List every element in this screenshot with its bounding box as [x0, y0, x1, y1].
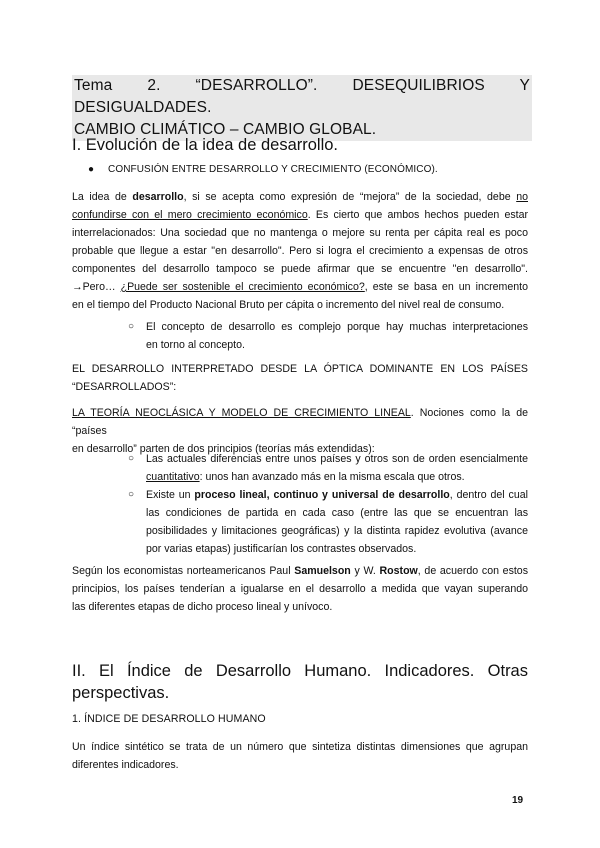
- text-line: Un índice sintético se trata de un número que sintetiza distintas dimensiones que agrupan: [72, 741, 528, 753]
- text-run: →Pero…: [72, 281, 121, 293]
- text-line: las condiciones de partida en cada caso (entre las que se encuentran las: [146, 507, 528, 519]
- sub-bullet-list-1: [128, 318, 528, 354]
- text-line: diferentes indicadores.: [72, 759, 179, 771]
- text-line: Las actuales diferencias entre unos países y otros son de orden esencialmente: [146, 453, 528, 465]
- text-line: en torno al concepto.: [146, 339, 245, 351]
- circle-bullet-icon: ○: [128, 489, 135, 500]
- sub-bullet-list-2: [128, 450, 528, 558]
- sub-bullet-quantitative: [128, 450, 528, 486]
- text-run: : unos han avanzado más en la misma escala que otros.: [199, 471, 465, 483]
- text-line: interrelacionados: Una sociedad que no mantenga o mejore su renta per cápita real es poco: [72, 227, 528, 239]
- title-line-2: CAMBIO CLIMÁTICO – CAMBIO GLOBAL.: [74, 121, 377, 138]
- text-run: , si se acepta como expresión de “mejora” de la sociedad, debe: [183, 191, 517, 203]
- underlined-text: cuantitativo: [146, 471, 200, 483]
- text-line: principios, los países tenderían a igualarse en el desarrollo a medida que vayan superando: [72, 583, 528, 595]
- text-line: posibilidades y limitaciones geográficas) y la distinta rapidez evolutiva (avance: [146, 525, 528, 537]
- text-run: . Nociones como la de “países: [72, 407, 528, 437]
- text-run: . Es cierto que ambos hechos pueden estar: [307, 209, 528, 221]
- document-title: [72, 75, 532, 141]
- text-line: por varias etapas) justificarían los contrastes observados.: [146, 543, 417, 555]
- paragraph-economists: [72, 562, 528, 616]
- text-line: El concepto de desarrollo es complejo porque hay muchas interpretaciones: [146, 321, 528, 333]
- text-line: en desarrollo” parten de dos principios (teorías más extendidas):: [72, 443, 375, 455]
- underlined-question: ¿Puede ser sostenible el crecimiento económico?: [120, 281, 365, 293]
- bold-term-desarrollo: desarrollo: [132, 191, 184, 203]
- text-line: “DESARROLLADOS”:: [72, 381, 177, 393]
- text-run: , este se basa en un incremento: [364, 281, 528, 293]
- heading-line: perspectivas.: [72, 684, 170, 702]
- subheading-idh: 1. ÍNDICE DE DESARROLLO HUMANO: [72, 713, 266, 725]
- circle-bullet-icon: ○: [128, 453, 135, 464]
- paragraph-dominant-view: [72, 360, 528, 396]
- page-number: 19: [512, 795, 524, 806]
- bullet-dot-icon: ●: [88, 164, 95, 175]
- sub-bullet-concept: [128, 318, 528, 354]
- text-line: probable que llegue a estar "en desarrollo". Pero si logra el crecimiento a expensas de otros: [72, 245, 528, 257]
- sub-bullet-linear-process: [128, 486, 528, 558]
- text-line: en el tiempo del Producto Nacional Bruto per cápita o incremento del nivel real de consumo.: [72, 299, 505, 311]
- title-line-1: Tema 2. “DESARROLLO”. DESEQUILIBRIOS Y DESIGUALDADES.: [74, 77, 530, 116]
- text-run: , de acuerdo con estos: [417, 565, 528, 577]
- underlined-text: confundirse con el mero crecimiento económico: [72, 209, 308, 221]
- text-run: Según los economistas norteamericanos Paul: [72, 565, 295, 577]
- heading-line: II. El Índice de Desarrollo Humano. Indicadores. Otras: [72, 662, 528, 680]
- text-run: y W.: [350, 565, 380, 577]
- text-line: EL DESARROLLO INTERPRETADO DESDE LA ÓPTICA DOMINANTE EN LOS PAÍSES: [72, 363, 528, 375]
- bullet-confusion: CONFUSIÓN ENTRE DESARROLLO Y CRECIMIENTO (ECONÓMICO).: [108, 164, 438, 175]
- text-run: Existe un: [146, 489, 195, 501]
- bold-term-process: proceso lineal, continuo y universal de desarrollo: [194, 489, 450, 501]
- underlined-theory-title: LA TEORÍA NEOCLÁSICA Y MODELO DE CRECIMIENTO LINEAL: [72, 407, 411, 419]
- section-2-heading: [72, 660, 528, 704]
- circle-bullet-icon: ○: [128, 321, 135, 332]
- underlined-text: no: [516, 191, 528, 203]
- text-run: La idea de: [72, 191, 133, 203]
- bold-name-rostow: Rostow: [379, 565, 418, 577]
- text-line: las diferentes etapas de dicho proceso lineal y unívoco.: [72, 601, 333, 613]
- text-run: , dentro del cual: [449, 489, 528, 501]
- paragraph-synthetic-index: [72, 738, 528, 774]
- bold-name-samuelson: Samuelson: [294, 565, 351, 577]
- text-line: componentes del desarrollo tampoco se puede afirmar que se encuentre "en desarrollo".: [72, 263, 528, 275]
- paragraph-desarrollo: [72, 188, 528, 314]
- section-1-heading: I. Evolución de la idea de desarrollo.: [72, 136, 338, 154]
